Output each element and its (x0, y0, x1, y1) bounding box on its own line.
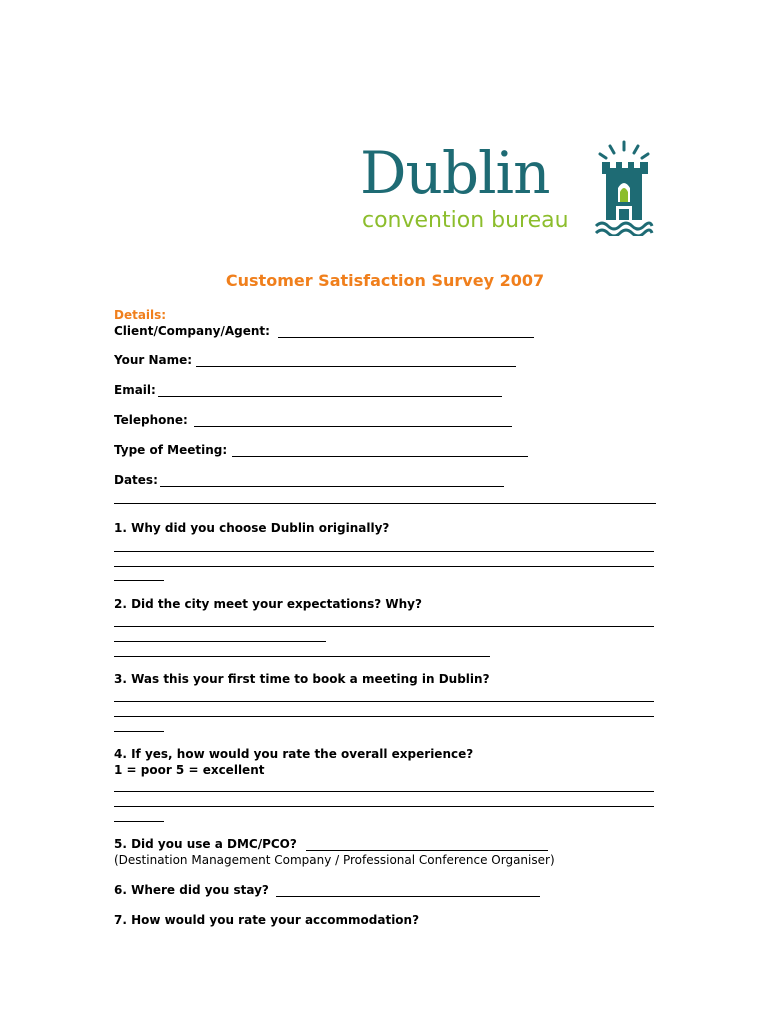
dates-field[interactable] (160, 486, 504, 487)
client-field[interactable] (278, 337, 534, 338)
logo-subtitle: convention bureau (362, 208, 569, 233)
name-field[interactable] (196, 366, 516, 367)
answer-3-line[interactable] (114, 701, 654, 702)
question-6: 6. Where did you stay? (114, 883, 269, 897)
telephone-field[interactable] (194, 426, 512, 427)
email-label: Email: (114, 383, 156, 397)
question-1: 1. Why did you choose Dublin originally? (114, 521, 390, 535)
answer-2-line[interactable] (114, 626, 654, 627)
question-4: 4. If yes, how would you rate the overall experience? (114, 747, 474, 761)
answer-1-line[interactable] (114, 551, 654, 552)
details-heading: Details: (114, 308, 167, 322)
answer-3-line[interactable] (114, 716, 654, 717)
meeting-type-field[interactable] (232, 456, 528, 457)
answer-2-line[interactable] (114, 656, 490, 657)
dates-label: Dates: (114, 473, 158, 487)
question-2: 2. Did the city meet your expectations? Why? (114, 597, 422, 611)
survey-title: Customer Satisfaction Survey 2007 (225, 271, 545, 290)
question-4-scale: 1 = poor 5 = excellent (114, 763, 265, 777)
answer-4-line[interactable] (114, 791, 654, 792)
answer-4-line[interactable] (114, 806, 654, 807)
question-5: 5. Did you use a DMC/PCO? (114, 837, 297, 851)
question-3: 3. Was this your first time to book a meeting in Dublin? (114, 672, 490, 686)
answer-4-line[interactable] (114, 821, 164, 822)
castle-tower-icon (594, 140, 654, 236)
email-field[interactable] (158, 396, 502, 397)
question-5-note: (Destination Management Company / Professional Conference Organiser) (114, 853, 555, 867)
question-7: 7. How would you rate your accommodation? (114, 913, 420, 927)
answer-1-line[interactable] (114, 566, 654, 567)
dublin-logo (360, 138, 655, 238)
answer-6-field[interactable] (276, 896, 540, 897)
telephone-label: Telephone: (114, 413, 188, 427)
client-label: Client/Company/Agent: (114, 324, 270, 338)
answer-1-line[interactable] (114, 580, 164, 581)
divider (114, 503, 656, 504)
answer-3-line[interactable] (114, 731, 164, 732)
answer-5-field[interactable] (306, 850, 548, 851)
name-label: Your Name: (114, 353, 193, 367)
answer-2-line[interactable] (114, 641, 326, 642)
meeting-type-label: Type of Meeting: (114, 443, 228, 457)
logo-wordmark: Dublin (360, 139, 550, 207)
